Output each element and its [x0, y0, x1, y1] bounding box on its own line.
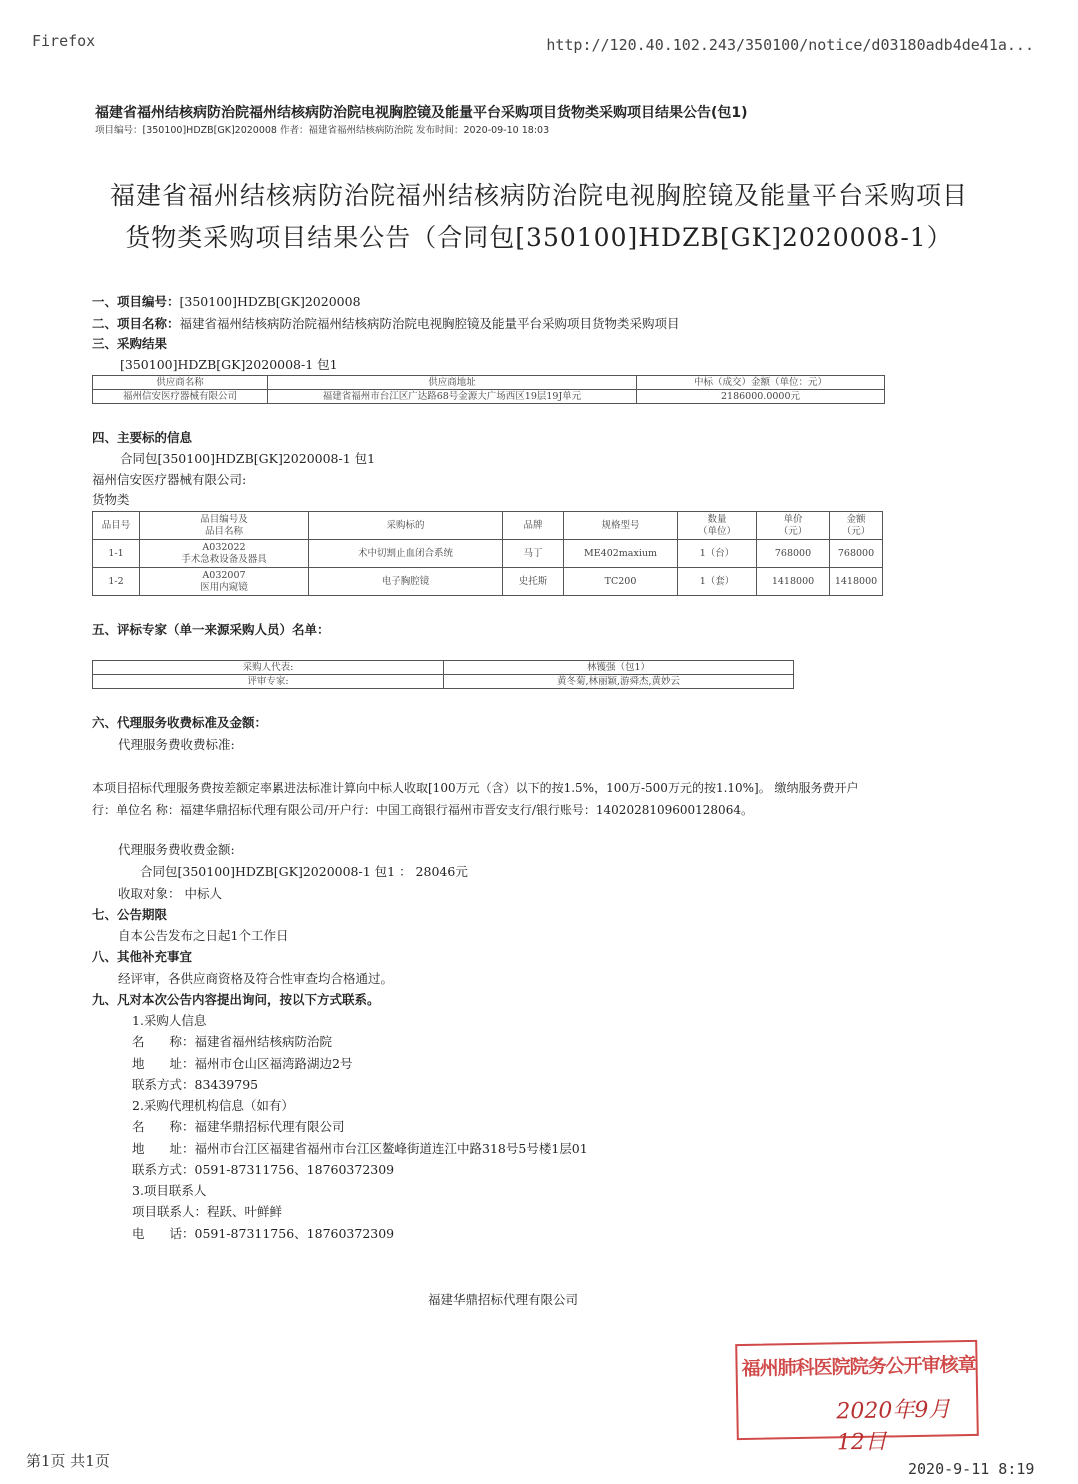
- item-price: 768000: [757, 540, 830, 568]
- experts-table: [92, 660, 794, 689]
- notice-header-meta: 项目编号：[350100]HDZB[GK]2020008 作者：福建省福州结核病防治院 发布时间：2020-09-10 18:03: [95, 125, 550, 136]
- fee-payer: 收取对象： 中标人: [118, 886, 222, 901]
- section-supplementary: 八、其他补充事宜: [92, 949, 193, 964]
- winning-amount: 2186000.0000元: [637, 390, 885, 404]
- supplier-name: 福州信安医疗器械有限公司: [93, 390, 268, 404]
- fee-standard-line1: 本项目招标代理服务费按差额定率累进法标准计算向中标人收取[100万元（含）以下的按1.5%，100万-500万元的按1.10%]。 缴纳服务费开户: [92, 781, 859, 795]
- browser-name: Firefox: [32, 32, 96, 50]
- item-name: 手术急救设备及器具: [181, 553, 267, 565]
- item-model: ME402maxium: [564, 540, 678, 568]
- table-header-cell: 数量 （单位）: [678, 512, 757, 540]
- supplier-address: 福建省福州市台江区广达路68号金源大广场西区19层19J单元: [268, 390, 637, 404]
- contact-line: 电 话：0591-87311756、18760372309: [132, 1226, 395, 1241]
- page-url[interactable]: http://120.40.102.243/350100/notice/d03180adb4de41a...: [546, 36, 1034, 54]
- stamp-text: 福州肺科医院院务公开审核章: [741, 1353, 976, 1381]
- expert-names: 林镬强（包1）: [444, 661, 794, 675]
- table-row: [93, 568, 883, 596]
- table-row: [93, 661, 794, 675]
- contact-line: 地 址：福州市仓山区福湾路湖边2号: [132, 1056, 353, 1071]
- project-name: 福建省福州结核病防治院福州结核病防治院电视胸腔镜及能量平台采购项目货物类采购项目: [179, 316, 680, 331]
- document-title-line2: 货物类采购项目结果公告（合同包[350100]HDZB[GK]2020008-1）: [125, 223, 953, 252]
- print-date: 2020-9-11 8:19: [908, 1460, 1035, 1478]
- contact-line: 地 址：福州市台江区福建省福州市台江区鳌峰街道连江中路318号5号楼1层01: [132, 1141, 588, 1156]
- section-purchase-result: 三、采购结果: [92, 336, 168, 351]
- item-brand: 史托斯: [503, 568, 564, 596]
- winning-company: 福州信安医疗器械有限公司:: [92, 472, 247, 487]
- fee-standard-line2: 行：单位名 称：福建华鼎招标代理有限公司/开户行：中国工商银行福州市晋安支行/银行账号：1402028109600128064。: [92, 803, 753, 817]
- contact-line: 联系方式：83439795: [132, 1077, 259, 1092]
- table-header-row: [93, 512, 883, 540]
- item-code: A032007: [202, 569, 246, 581]
- fee-standard-label: 代理服务费收费标准:: [118, 737, 235, 752]
- section-project-name: [92, 314, 680, 332]
- item-target: 术中切割止血闭合系统: [309, 540, 503, 568]
- page-counter: 第1页 共1页: [26, 1452, 110, 1470]
- table-row: [93, 675, 794, 689]
- table-header-cell: 金额 （元）: [830, 512, 883, 540]
- item-qty: 1（套）: [678, 568, 757, 596]
- section-agency-fee: 六、代理服务收费标准及金额：: [92, 715, 268, 730]
- expert-names: 黄冬菊,林丽颖,游舜杰,黄妙云: [444, 675, 794, 689]
- table-header-cell: 单价 （元）: [757, 512, 830, 540]
- contact-line: 2.采购代理机构信息（如有）: [132, 1098, 294, 1113]
- notice-header-title: 福建省福州结核病防治院福州结核病防治院电视胸腔镜及能量平台采购项目货物类采购项目结果公告(包1): [95, 105, 748, 121]
- table-header-cell: 品目号: [93, 512, 140, 540]
- item-amount: 768000: [830, 540, 883, 568]
- item-name: 医用内窥镜: [200, 581, 248, 593]
- item-code-name: [140, 568, 309, 596]
- item-code-name: [140, 540, 309, 568]
- table-header-cell: 品牌: [503, 512, 564, 540]
- stamp-date: 2020年9月12日: [836, 1397, 951, 1456]
- goods-category: 货物类: [92, 492, 130, 507]
- table-header-cell: 供应商地址: [268, 376, 637, 390]
- expert-role: 评审专家:: [93, 675, 444, 689]
- items-table: [92, 511, 883, 596]
- item-target: 电子胸腔镜: [309, 568, 503, 596]
- contact-line: 联系方式：0591-87311756、18760372309: [132, 1162, 395, 1177]
- section-notice-period: 七、公告期限: [92, 907, 168, 922]
- table-header-cell: 采购标的: [309, 512, 503, 540]
- review-stamp: [735, 1340, 979, 1456]
- purchase-package: [350100]HDZB[GK]2020008-1 包1: [120, 357, 338, 372]
- document-title-line1: 福建省福州结核病防治院福州结核病防治院电视胸腔镜及能量平台采购项目: [109, 181, 968, 210]
- supplier-table: [92, 375, 885, 404]
- section-experts: 五、评标专家（单一来源采购人员）名单：: [92, 622, 330, 637]
- contact-line: 项目联系人：程跃、叶鲜鲜: [132, 1204, 283, 1219]
- contact-line: 名 称：福建省福州结核病防治院: [132, 1034, 333, 1049]
- item-code: A032022: [202, 541, 246, 553]
- contact-line: 3.项目联系人: [132, 1183, 207, 1198]
- table-header-cell: 品目编号及 品目名称: [140, 512, 309, 540]
- fee-amount-value: 合同包[350100]HDZB[GK]2020008-1 包1 ： 28046元: [140, 864, 468, 879]
- agency-signature: 福建华鼎招标代理有限公司: [428, 1292, 579, 1307]
- table-header-row: [93, 376, 885, 390]
- section-project-number: [92, 292, 361, 310]
- table-header-cell: 规格型号: [564, 512, 678, 540]
- item-no: 1-2: [93, 568, 140, 596]
- item-brand: 马丁: [503, 540, 564, 568]
- section-main-items: 四、主要标的信息: [92, 430, 193, 445]
- contact-line: 名 称：福建华鼎招标代理有限公司: [132, 1119, 345, 1134]
- section-contact: 九、凡对本次公告内容提出询问，按以下方式联系。: [92, 992, 380, 1007]
- table-header-cell: 供应商名称: [93, 376, 268, 390]
- section-label: 一、项目编号：: [92, 294, 180, 309]
- table-row: [93, 390, 885, 404]
- section-label: 二、项目名称：: [92, 316, 180, 331]
- expert-role: 采购人代表:: [93, 661, 444, 675]
- item-price: 1418000: [757, 568, 830, 596]
- notice-period-value: 自本公告发布之日起1个工作日: [118, 928, 289, 943]
- table-header-cell: 中标（成交）金额（单位：元）: [637, 376, 885, 390]
- project-number: [350100]HDZB[GK]2020008: [179, 294, 361, 309]
- contact-line: 1.采购人信息: [132, 1013, 207, 1028]
- contract-package: 合同包[350100]HDZB[GK]2020008-1 包1: [120, 451, 376, 466]
- item-qty: 1（台）: [678, 540, 757, 568]
- item-no: 1-1: [93, 540, 140, 568]
- supplementary-value: 经评审，各供应商资格及符合性审查均合格通过。: [118, 971, 394, 986]
- item-model: TC200: [564, 568, 678, 596]
- item-amount: 1418000: [830, 568, 883, 596]
- fee-amount-label: 代理服务费收费金额:: [118, 842, 235, 857]
- table-row: [93, 540, 883, 568]
